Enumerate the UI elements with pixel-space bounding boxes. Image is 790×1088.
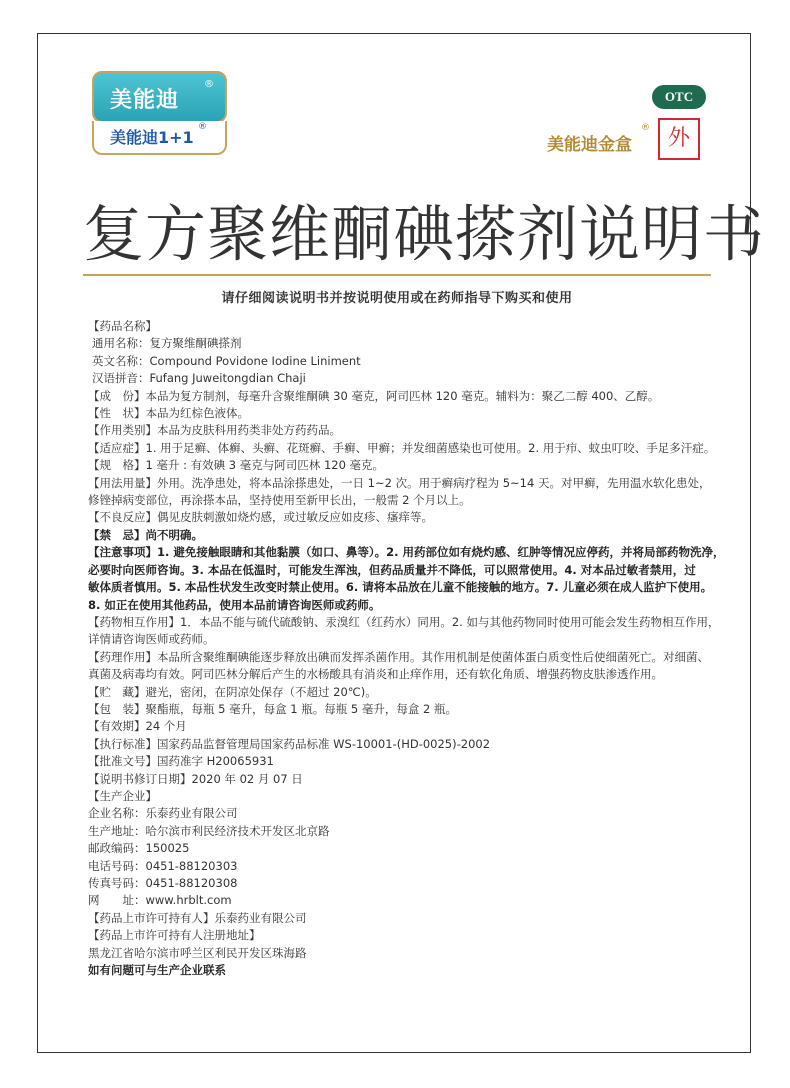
line-contact-note: 如有问题可与生产企业联系 xyxy=(88,963,226,978)
line-fax: 传真号码：0451-88120308 xyxy=(88,876,238,890)
line-dosage-2: 修锉掉病变部位，再涂搽本品，坚持使用至新甲长出，一般需 2 个月以上。 xyxy=(88,493,471,508)
otc-badge: OTC xyxy=(652,85,706,109)
line-contraindications: 【禁 忌】尚不明确。 xyxy=(88,527,203,542)
line-holder-address-heading: 【药品上市许可持有人注册地址】 xyxy=(88,928,261,943)
document-subtitle: 请仔细阅读说明书并按说明使用或在药师指导下购买和使用 xyxy=(221,291,573,306)
line-production-address: 生产地址：哈尔滨市利民经济技术开发区北京路 xyxy=(88,823,330,838)
logo-bottom-suffix: 1+1 xyxy=(158,128,194,147)
title-divider xyxy=(83,274,711,276)
line-generic-name: 通用名称：复方聚维酮碘搽剂 xyxy=(92,336,242,351)
line-interactions-2: 详情请咨询医师或药师。 xyxy=(88,632,215,647)
line-ingredients: 【成 份】本品为复方制剂，每毫升含聚维酮碘 30 毫克，阿司匹林 120 毫克。辅料为：聚乙二醇 400、乙醇。 xyxy=(88,388,660,403)
line-pinyin: 汉语拼音：Fufang Juweitongdian Chaji xyxy=(92,371,306,386)
gold-brand-logo: 美能迪金盒 xyxy=(547,135,632,155)
line-precautions-3: 敏体质者慎用。5. 本品性状发生改变时禁止使用。6. 请将本品放在儿童不能接触的地方。7. 儿童必须在成人监护下使用。 xyxy=(88,580,713,595)
line-interactions-1: 【药物相互作用】1．本品不能与硫代硫酸钠、汞溴红（红药水）同用。2. 如与其他药物同时使用可能会发生药物相互作用， xyxy=(88,614,720,629)
line-manufacturer-heading: 【生产企业】 xyxy=(88,788,157,803)
logo-bottom-panel xyxy=(92,121,227,155)
line-appearance: 【性 状】本品为红棕色液体。 xyxy=(88,406,249,421)
line-precautions-4: 8. 如正在使用其他药品，使用本品前请咨询医师或药师。 xyxy=(88,597,381,612)
line-drug-name-heading: 【药品名称】 xyxy=(88,319,157,333)
line-revision-date: 【说明书修订日期】2020 年 02 月 07 日 xyxy=(88,771,303,786)
line-license-holder: 【药品上市许可持有人】乐泰药业有限公司 xyxy=(88,910,307,925)
logo-registered-mark: ® xyxy=(204,79,214,90)
line-precautions-1: 【注意事项】1. 避免接触眼睛和其他黏膜（如口、鼻等）。2. 用药部位如有烧灼感、红肿等情况应停药，并将局部药物洗净， xyxy=(88,545,725,560)
line-holder-address: 黑龙江省哈尔滨市呼兰区利民开发区珠海路 xyxy=(88,945,307,960)
line-pharmacology-2: 真菌及病毒均有效。阿司匹林分解后产生的水杨酸具有消炎和止痒作用，还有软化角质、增强药物皮肤渗透作用。 xyxy=(88,667,663,682)
line-storage: 【贮 藏】避光，密闭，在阴凉处保存（不超过 20℃)。 xyxy=(88,684,377,699)
logo-top-text: 美能迪 xyxy=(110,88,180,113)
gold-brand-registered-mark: ® xyxy=(641,123,650,133)
logo-bottom-name: 美能迪 xyxy=(110,128,159,147)
line-pharmacology-1: 【药理作用】本品所含聚维酮碘能逐步释放出碘而发挥杀菌作用。其作用机制是使菌体蛋白质变性后使细菌死亡。对细菌、 xyxy=(88,649,709,664)
logo-bottom-text xyxy=(110,125,194,148)
brand-logo xyxy=(92,71,227,155)
logo-top-panel xyxy=(92,71,227,123)
line-standard: 【执行标准】国家药品监督管理局国家药品标准 WS-10001-(HD-0025)-2002 xyxy=(88,736,491,751)
line-packaging: 【包 装】聚酯瓶，每瓶 5 毫升，每盒 1 瓶。每瓶 5 毫升，每盒 2 瓶。 xyxy=(88,701,458,716)
line-shelf-life: 【有效期】24 个月 xyxy=(88,719,187,734)
line-dosage-1: 【用法用量】外用。洗净患处，将本品涂搽患处，一日 1~2 次。用于癣病疗程为 5~14 天。对甲癣，先用温水软化患处， xyxy=(88,475,711,490)
instruction-body xyxy=(88,318,725,979)
line-adverse-reactions: 【不良反应】偶见皮肤刺激如烧灼感，或过敏反应如皮疹、瘙痒等。 xyxy=(88,510,433,525)
logo-bottom-registered-mark: ® xyxy=(198,122,207,132)
line-precautions-2: 必要时向医师咨询。3. 本品在低温时，可能发生浑浊，但药品质量并不降低，可以照常使用。4. 对本品过敏者禁用，过 xyxy=(88,562,696,577)
line-specification: 【规 格】1 毫升 : 有效碘 3 毫克与阿司匹林 120 毫克。 xyxy=(88,458,385,473)
line-website: 网 址：www.hrblt.com xyxy=(88,893,232,908)
line-company-name: 企业名称：乐泰药业有限公司 xyxy=(88,806,238,821)
line-postal-code: 邮政编码：150025 xyxy=(88,841,190,856)
document-title: 复方聚维酮碘搽剂说明书 xyxy=(83,199,766,270)
line-indications: 【适应症】1. 用于足癣、体癣、头癣、花斑癣、手癣、甲癣；并发细菌感染也可使用。2. 用于疖、蚊虫叮咬、手足多汗症。 xyxy=(88,440,716,455)
external-use-mark: 外 xyxy=(658,118,700,160)
line-category: 【作用类别】本品为皮肤科用药类非处方药药品。 xyxy=(88,423,341,438)
line-phone: 电话号码：0451-88120303 xyxy=(88,858,238,873)
line-english-name: 英文名称：Compound Povidone Iodine Liniment xyxy=(92,353,361,368)
line-approval-number: 【批准文号】国药准字 H20065931 xyxy=(88,754,274,769)
